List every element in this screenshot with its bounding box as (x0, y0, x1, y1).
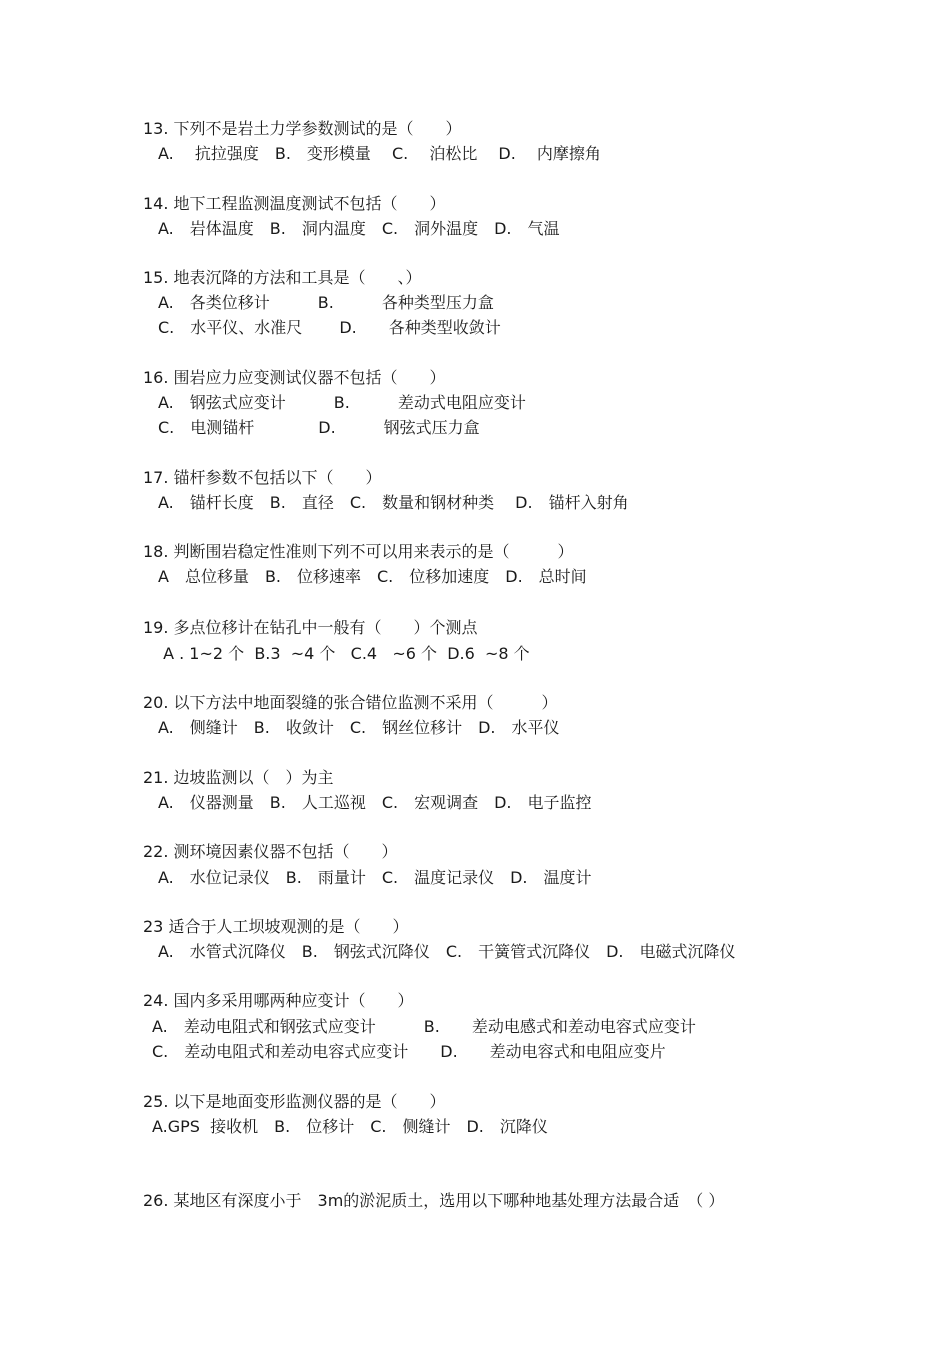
question-20-options: A. 侧缝计 B. 收敛计 C. 钢丝位移计 D. 水平仪 (158, 718, 560, 737)
question-25-stem: 25. 以下是地面变形监测仪器的是（ ） (143, 1092, 446, 1111)
question-25-options: A.GPS 接收机 B. 位移计 C. 侧缝计 D. 沉降仪 (152, 1117, 548, 1136)
question-16-options-row2: C. 电测锚杆 D. 钢弦式压力盒 (158, 418, 480, 437)
question-22-stem: 22. 测环境因素仪器不包括（ ） (143, 842, 398, 861)
question-24-options-row2: C. 差动电阻式和差动电容式应变计 D. 差动电容式和电阻应变片 (152, 1042, 666, 1061)
question-23-options: A. 水管式沉降仪 B. 钢弦式沉降仪 C. 干簧管式沉降仪 D. 电磁式沉降仪 (158, 942, 736, 961)
question-24-options-row1: A. 差动电阻式和钢弦式应变计 B. 差动电感式和差动电容式应变计 (152, 1017, 696, 1036)
question-15-options-row1: A. 各类位移计 B. 各种类型压力盒 (158, 293, 494, 312)
question-21-options: A. 仪器测量 B. 人工巡视 C. 宏观调查 D. 电子监控 (158, 793, 592, 812)
question-15-stem: 15. 地表沉降的方法和工具是（ 、） (143, 268, 422, 287)
question-26-stem: 26. 某地区有深度小于 3m的淤泥质土，选用以下哪种地基处理方法最合适 （ ） (143, 1191, 725, 1210)
question-13-options: A. 抗拉强度 B. 变形模量 C. 泊松比 D. 内摩擦角 (158, 144, 601, 163)
question-19-stem: 19. 多点位移计在钻孔中一般有（ ）个测点 (143, 618, 478, 637)
question-16-stem: 16. 围岩应力应变测试仪器不包括（ ） (143, 368, 446, 387)
question-24-stem: 24. 国内多采用哪两种应变计（ ） (143, 991, 414, 1010)
question-19-options: A . 1~2 个 B.3 ~4 个 C.4 ~6 个 D.6 ~8 个 (158, 644, 530, 663)
question-17-options: A. 锚杆长度 B. 直径 C. 数量和钢材种类 D. 锚杆入射角 (158, 493, 629, 512)
question-16-options-row1: A. 钢弦式应变计 B. 差动式电阻应变计 (158, 393, 526, 412)
question-14-options: A. 岩体温度 B. 洞内温度 C. 洞外温度 D. 气温 (158, 219, 560, 238)
question-17-stem: 17. 锚杆参数不包括以下（ ） (143, 468, 382, 487)
question-18-options: A 总位移量 B. 位移速率 C. 位移加速度 D. 总时间 (158, 567, 587, 586)
question-15-options-row2: C. 水平仪、水准尺 D. 各种类型收敛计 (158, 318, 501, 337)
question-14-stem: 14. 地下工程监测温度测试不包括（ ） (143, 194, 446, 213)
question-21-stem: 21. 边坡监测以（ ）为主 (143, 768, 334, 787)
question-23-stem: 23 适合于人工坝坡观测的是（ ） (143, 917, 409, 936)
question-13-stem: 13. 下列不是岩土力学参数测试的是（ ） (143, 119, 462, 138)
question-18-stem: 18. 判断围岩稳定性准则下列不可以用来表示的是（ ） (143, 542, 574, 561)
question-20-stem: 20. 以下方法中地面裂缝的张合错位监测不采用（ ） (143, 693, 558, 712)
question-22-options: A. 水位记录仪 B. 雨量计 C. 温度记录仪 D. 温度计 (158, 868, 592, 887)
